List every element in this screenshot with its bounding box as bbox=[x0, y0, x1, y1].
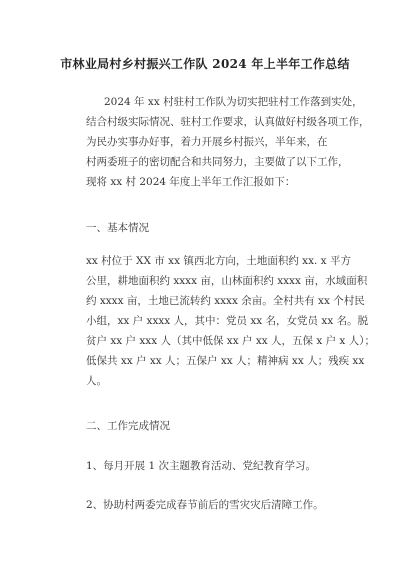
intro-line: 结合村级实际情况、驻村工作要求，认真做好村级各项工作， bbox=[86, 116, 370, 128]
intro-line: 村两委班子的密切配合和共同努力，主要做了以下工作， bbox=[86, 156, 349, 168]
section-heading-basic: 一、基本情况 bbox=[86, 222, 149, 234]
basic-info-paragraph bbox=[86, 251, 375, 391]
basic-info-line: 公里，耕地面积约 xxxx 亩，山林面积约 xxxx 亩，水域面积 bbox=[86, 275, 368, 287]
basic-info-line: 人。 bbox=[86, 375, 107, 387]
document-title: 市林业局村乡村振兴工作队 2024 年上半年工作总结 bbox=[60, 57, 350, 71]
work-item: 2、协助村两委完成春节前后的雪灾灾后清障工作。 bbox=[86, 499, 324, 511]
basic-info-line: xx 村位于 XX 市 xx 镇西北方向，土地面积约 xx. x 平方 bbox=[86, 255, 351, 267]
section-heading-work: 二、工作完成情况 bbox=[86, 420, 170, 432]
intro-line: 为民办实事办好事，着力开展乡村振兴，半年来，在 bbox=[86, 136, 328, 148]
intro-line: 2024 年 xx 村驻村工作队为切实把驻村工作落到实处， bbox=[104, 96, 363, 108]
basic-info-line: 贫户 xx 户 xxx 人（其中低保 xx 户 xx 人，五保 x 户 x 人）； bbox=[86, 335, 375, 347]
basic-info-line: 约 xxxx 亩，土地已流转约 xxxx 余亩。全村共有 xx 个村民 bbox=[86, 295, 365, 307]
basic-info-line: 低保共 xx 户 xx 人；五保户 xx 人；精神病 xx 人；残疾 xx bbox=[86, 355, 365, 367]
work-item: 1、每月开展 1 次主题教育活动、党纪教育学习。 bbox=[86, 460, 317, 472]
basic-info-line: 小组，xx 户 xxxx 人，其中：党员 xx 名，女党员 xx 名。脱 bbox=[86, 315, 369, 327]
intro-paragraph bbox=[86, 92, 370, 192]
intro-line: 现将 xx 村 2024 年度上半年工作汇报如下： bbox=[86, 176, 296, 188]
